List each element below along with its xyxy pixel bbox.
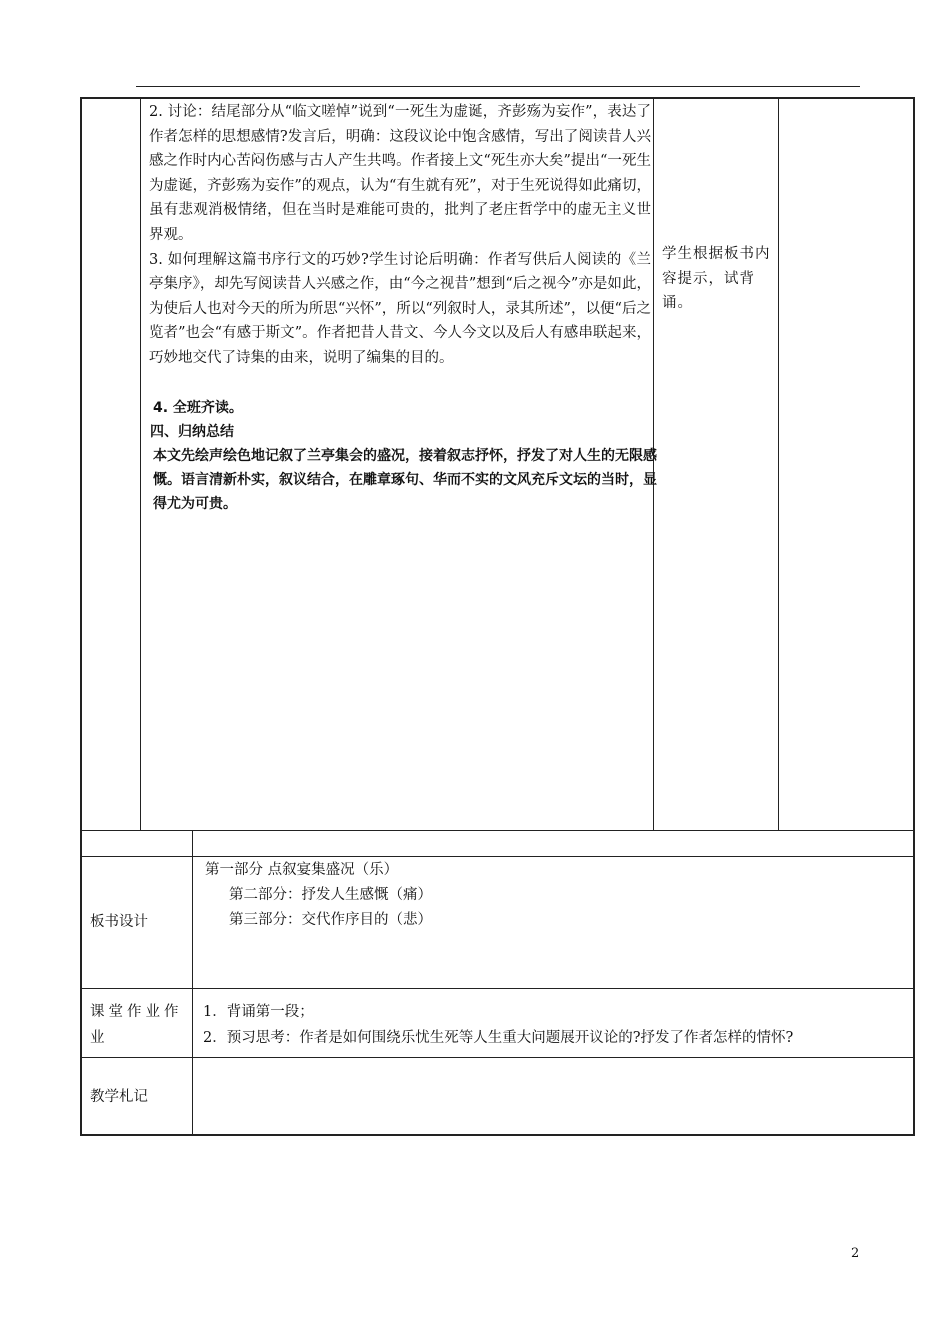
homework-item-2: 2．预习思考：作者是如何围绕乐忧生死等人生重大问题展开议论的?抒发了作者怎样的情怀? xyxy=(203,1030,794,1046)
row-divider-1 xyxy=(80,830,915,831)
row-divider-2 xyxy=(80,856,915,857)
board-line-3: 第三部分：交代作序目的（悲） xyxy=(229,912,432,928)
reading-item: 4. 全班齐读。 xyxy=(153,400,243,416)
col-divider-1 xyxy=(140,97,141,830)
label-col-divider xyxy=(192,830,193,1136)
discussion-paragraph-2: 2. 讨论：结尾部分从“临文嗟悼”说到“一死生为虚诞，齐彭殇为妄作”，表达了作者怎样的思想感情?发言后，明确：这段议论中饱含感情，写出了阅读昔人兴感之作时内心苦闷伤感与古人产生共鸣。作者接上文“死生亦大矣”提出“一死生为虚诞，齐彭殇为妄作”的观点，认为“有生就有死”，对于生死说得如此痛切，虽有悲观消极情绪，但在当时是难能可贵的，批判了老庄哲学中的虚无主义世界观。 xyxy=(149,104,651,243)
discussion-paragraph-3: 3. 如何理解这篇书序行文的巧妙?学生讨论后明确：作者写供后人阅读的《兰亭集序》，却先写阅读昔人兴感之作，由“今之视昔”想到“后之视今”亦是如此，为使后人也对今天的所为所思“兴怀”，所以“列叙时人，录其所述”，以便“后之览者”也会“有感于斯文”。作者把昔人昔文、今人今文以及后人有感串联起来，巧妙地交代了诗集的由来，说明了编集的目的。 xyxy=(149,251,651,366)
row-divider-4 xyxy=(80,1057,915,1058)
homework-content xyxy=(203,999,793,1051)
col-divider-3 xyxy=(778,97,779,830)
board-line-1: 第一部分 点叙宴集盛况（乐） xyxy=(205,862,399,878)
student-activity: 学生根据板书内容提示，试背诵。 xyxy=(662,246,771,311)
board-line-2: 第二部分：抒发人生感慨（痛） xyxy=(229,887,432,903)
page-number: 2 xyxy=(851,1246,860,1261)
summary-heading: 四、归纳总结 xyxy=(150,424,234,440)
row-divider-3 xyxy=(80,988,915,989)
teaching-notes-label: 教学札记 xyxy=(90,1089,148,1105)
lesson-content xyxy=(149,100,651,371)
board-design-label: 板书设计 xyxy=(90,914,148,930)
header-rule xyxy=(136,86,860,87)
summary-text: 本文先绘声绘色地记叙了兰亭集会的盛况，接着叙志抒怀，抒发了对人生的无限感慨。语言清新朴实，叙议结合，在雕章琢句、华而不实的文风充斥文坛的当时，显得尤为可贵。 xyxy=(153,448,657,512)
homework-item-1: 1．背诵第一段； xyxy=(203,1004,314,1020)
summary-block xyxy=(145,396,657,516)
homework-label: 课堂作业作业 xyxy=(90,1004,183,1046)
board-design-content xyxy=(205,858,432,933)
